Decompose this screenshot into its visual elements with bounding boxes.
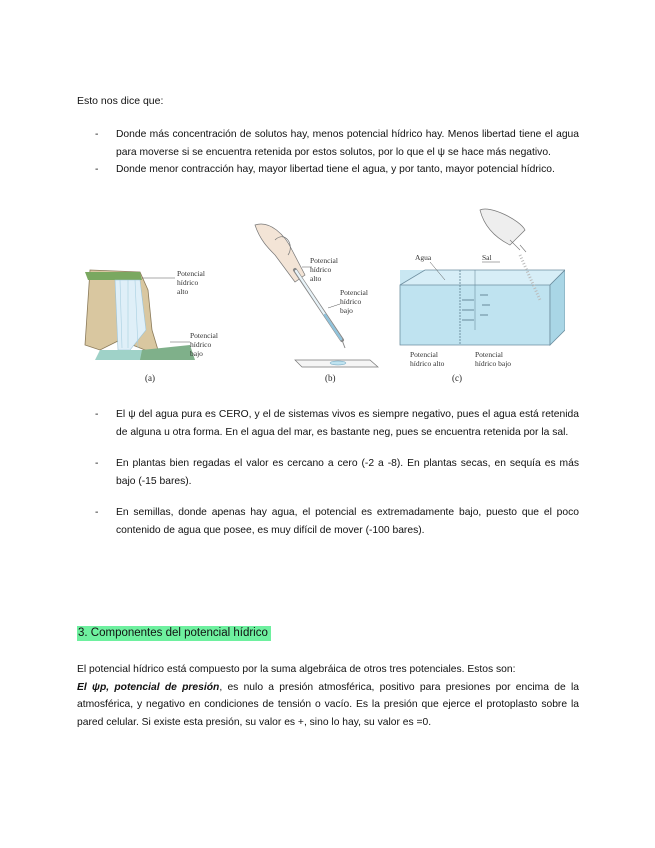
panel-c-high-label-1: Potencial — [410, 350, 438, 359]
panel-b-high-label-2: hídrico — [310, 265, 332, 274]
bullet-list-top — [77, 126, 579, 179]
water-potential-figure — [80, 200, 565, 390]
list-item-text: Donde más concentración de solutos hay, menos potencial hídrico hay. Menos libertad tiene el agua para moverse si se encuentra retenida por estos solutos, por lo que el ψ se hace más negativo. — [116, 129, 579, 158]
panel-b — [255, 224, 378, 383]
list-item: - El ψ del agua pura es CERO, y el de sistemas vivos es siempre negativo, pues el agua está retenida de alguna u otra forma. En el agua del mar, es bastante neg, pues se encuentra retenida por la sal. — [95, 409, 579, 438]
panel-a-high-label-3: alto — [177, 287, 189, 296]
panel-b-low-label-3: bajo — [340, 306, 353, 315]
panel-c-caption: (c) — [452, 373, 462, 383]
panel-a-low-label-3: bajo — [190, 349, 203, 358]
panel-b-low-label-1: Potencial — [340, 288, 368, 297]
panel-a-high-label-2: hídrico — [177, 278, 199, 287]
panel-c-high-label-2: hídrico alto — [410, 359, 445, 368]
panel-c-low-label-2: hídrico bajo — [475, 359, 512, 368]
list-item: - En plantas bien regadas el valor es cercano a cero (-2 a -8). En plantas secas, en sequía es más bajo (-15 bares). — [95, 458, 579, 487]
body-paragraph — [77, 661, 579, 731]
list-item-text: En semillas, donde apenas hay agua, el potencial es extremadamente bajo, puesto que el poco contenido de agua que posee, es muy difícil de mover (-100 bares). — [116, 507, 579, 536]
panel-c-low-label-1: Potencial — [475, 350, 503, 359]
list-item-text: Donde menor contracción hay, mayor libertad tiene el agua, y por tanto, mayor potencial hídrico. — [116, 164, 555, 175]
panel-c — [400, 209, 565, 383]
panel-a — [85, 269, 218, 383]
panel-a-low-label-2: hídrico — [190, 340, 212, 349]
intro-text: Esto nos dice que: — [77, 95, 164, 107]
list-item-text: El ψ del agua pura es CERO, y el de sistemas vivos es siempre negativo, pues el agua está retenida de alguna u otra forma. En el agua del mar, es bastante neg, pues se encuentra retenida por la sal. — [116, 409, 579, 438]
panel-a-low-label-1: Potencial — [190, 331, 218, 340]
pressure-potential-term: El ψp, potencial de presión — [77, 681, 220, 693]
paragraph-line-1: El potencial hídrico está compuesto por la suma algebráica de otros tres potenciales. Estos son: — [77, 664, 516, 675]
section-heading: 3. Componentes del potencial hídrico — [77, 626, 271, 641]
panel-b-high-label-3: alto — [310, 274, 322, 283]
panel-b-caption: (b) — [325, 373, 336, 383]
panel-b-low-label-2: hídrico — [340, 297, 362, 306]
panel-c-water-label: Agua — [415, 253, 432, 262]
panel-a-high-label-1: Potencial — [177, 269, 205, 278]
list-item: - En semillas, donde apenas hay agua, el potencial es extremadamente bajo, puesto que el poco contenido de agua que posee, es muy difícil de mover (-100 bares). — [95, 507, 579, 536]
list-item: - Donde menor contracción hay, mayor libertad tiene el agua, y por tanto, mayor potencial hídrico. — [95, 164, 555, 175]
panel-b-high-label-1: Potencial — [310, 256, 338, 265]
list-item-text: En plantas bien regadas el valor es cercano a cero (-2 a -8). En plantas secas, en sequía es más bajo (-15 bares). — [116, 458, 579, 487]
panel-c-salt-label: Sal — [482, 253, 492, 262]
paragraph-rest: , es nulo a presión atmosférica, positivo para presiones por encima de la atmosférica, y negativo en condiciones de tensión o vacío. Es la presión que ejerce el protoplasto sobre la pared celular. Si existe esta presión, su valor es +, sino lo hay, su valor es =0. — [77, 681, 579, 728]
panel-a-caption: (a) — [145, 373, 155, 383]
bullet-list-bottom — [77, 406, 579, 553]
list-item: - Donde más concentración de solutos hay, menos potencial hídrico hay. Menos libertad tiene el agua para moverse si se encuentra retenida por estos solutos, por lo que el ψ se hace más negativo. — [95, 129, 579, 158]
